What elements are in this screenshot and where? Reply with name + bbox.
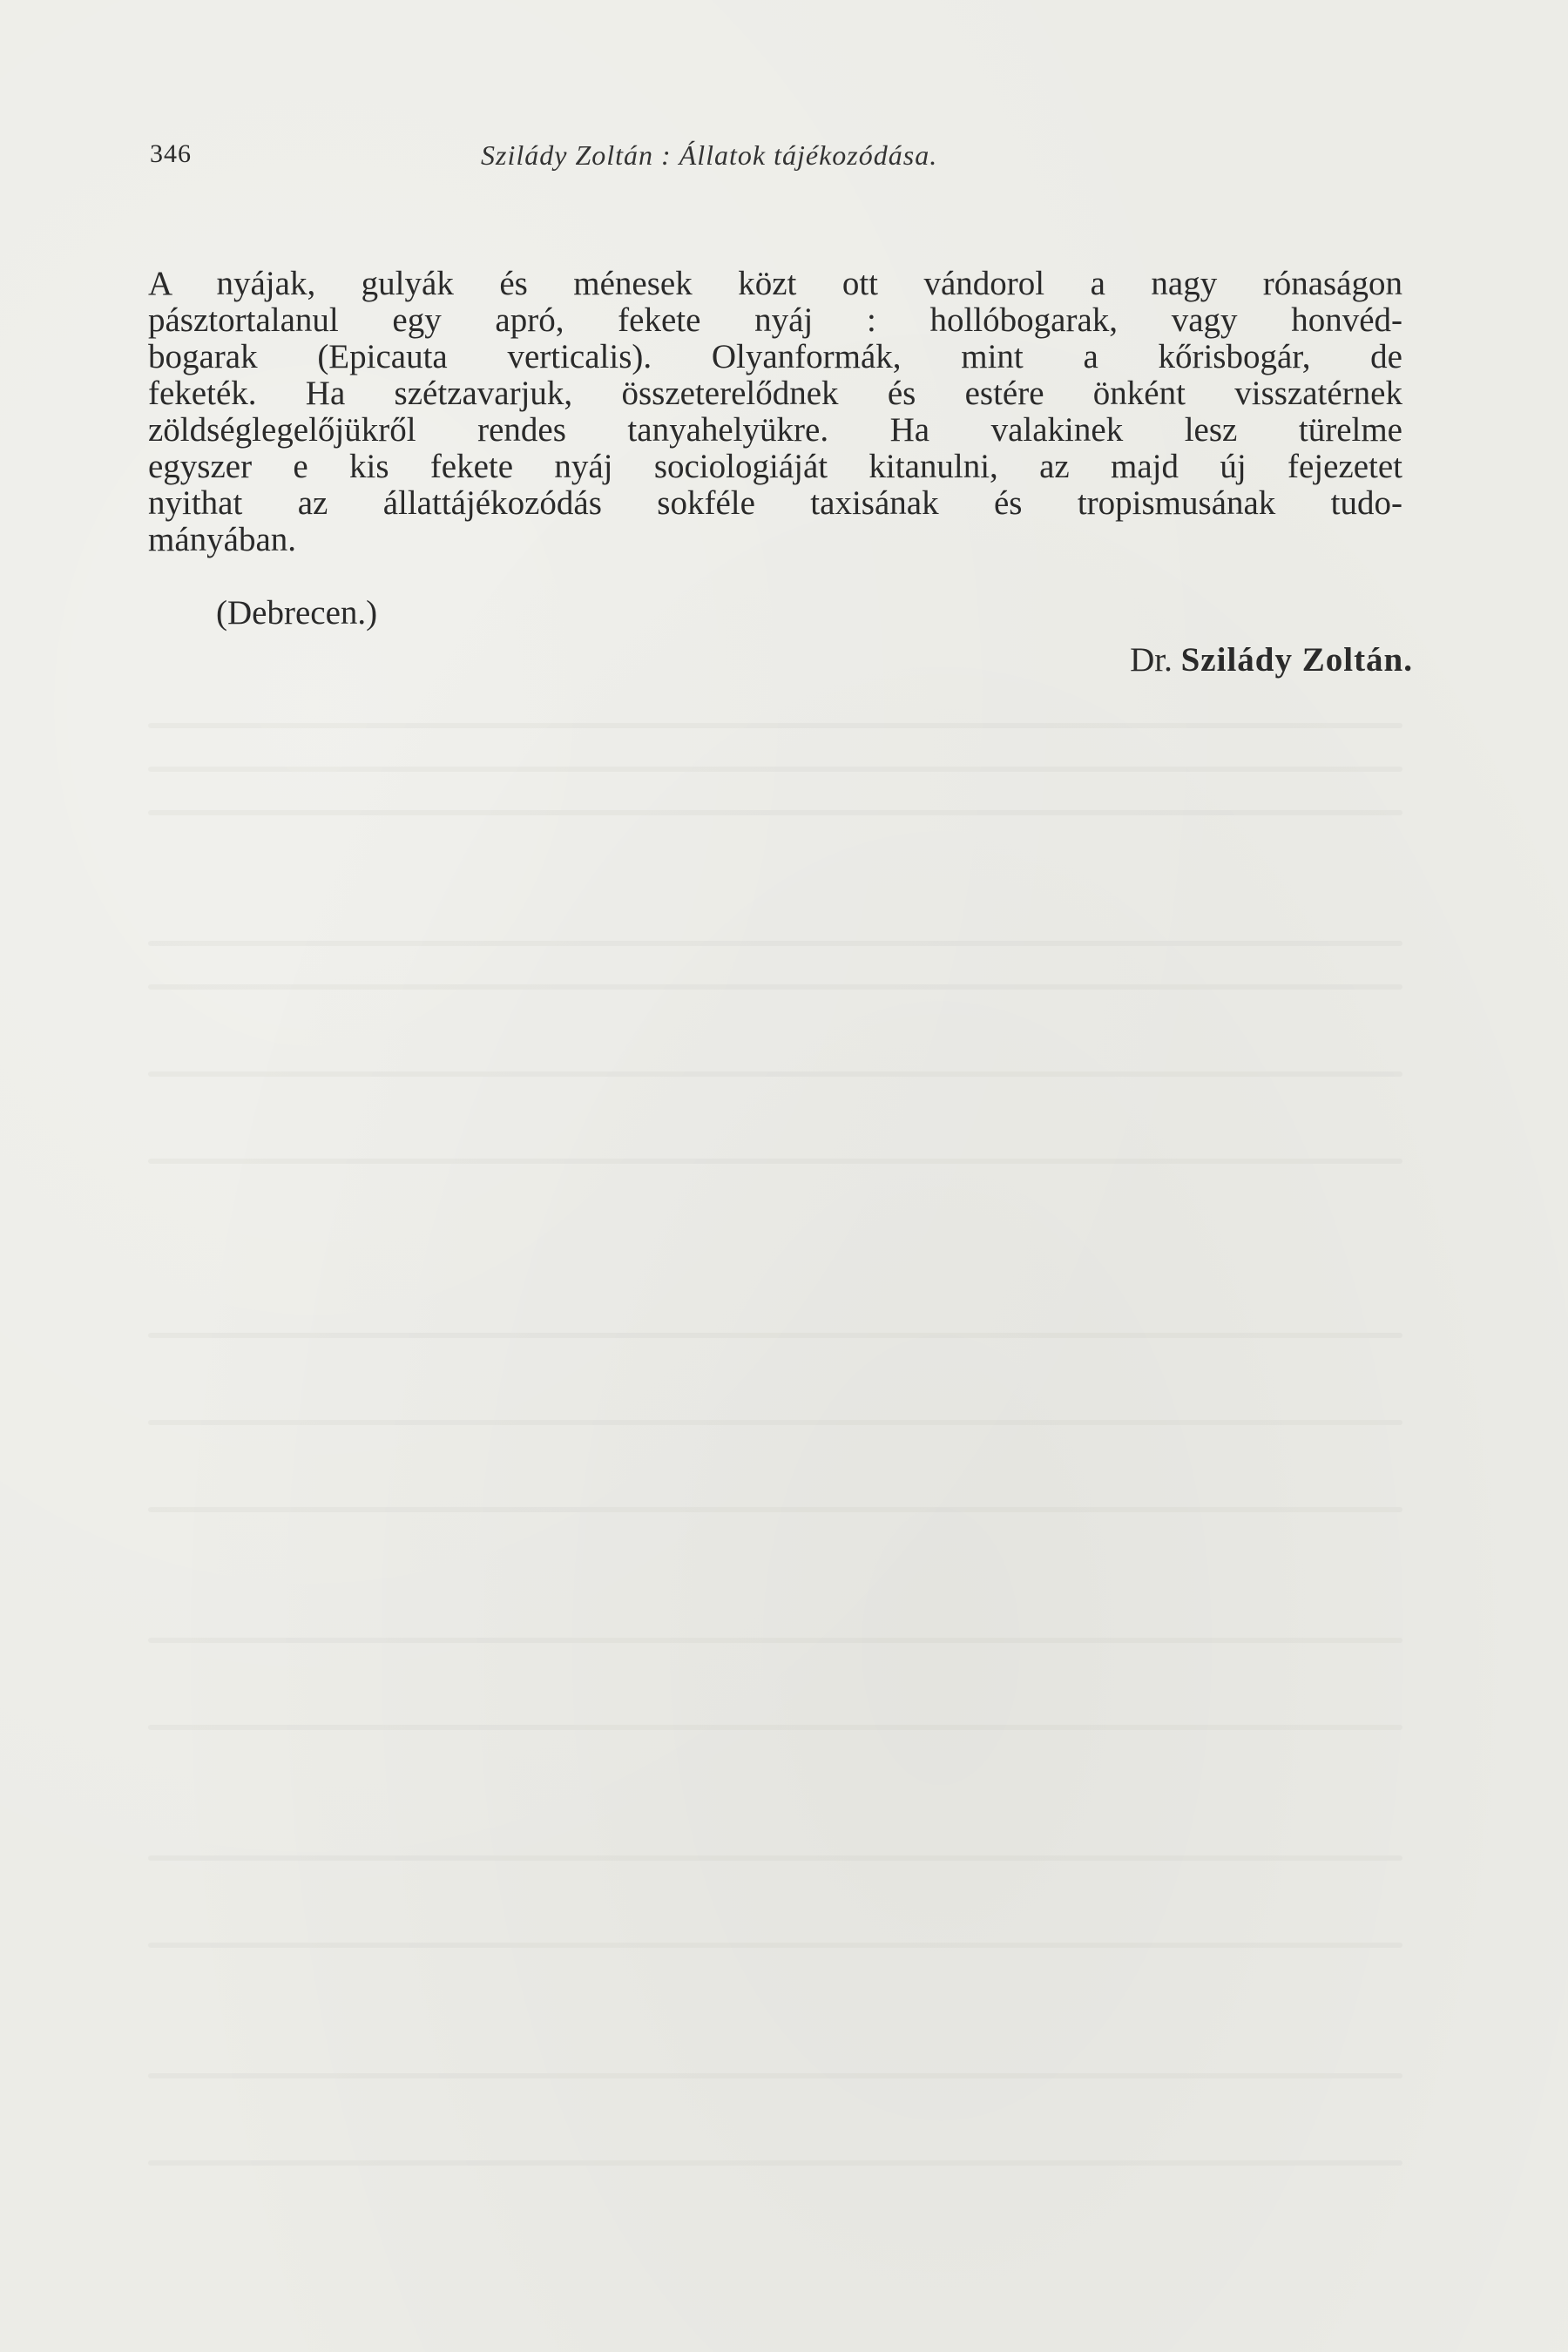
- body-line: pásztortalanul egy apró, fekete nyáj : hollóbogarak, vagy honvéd-: [148, 301, 1402, 339]
- body-line: nyithat az állattájékozódás sokféle taxisának és tropismusának tudo-: [148, 484, 1402, 522]
- show-through-line: [148, 810, 1402, 815]
- show-through-line: [148, 2160, 1402, 2166]
- body-line: egyszer e kis fekete nyáj sociologiáját kitanulni, az majd új fejezetet: [148, 448, 1402, 485]
- show-through-line: [148, 1638, 1402, 1643]
- body-line: A nyájak, gulyák és ménesek közt ott vándorol a nagy rónaságon: [148, 265, 1402, 302]
- body-line: zöldséglegelőjükről rendes tanyahelyükre. Ha valakinek lesz türelme: [148, 411, 1402, 449]
- show-through-line: [148, 984, 1402, 990]
- show-through-line: [148, 1943, 1402, 1948]
- place-note: (Debrecen.): [216, 594, 378, 632]
- show-through-line: [148, 1725, 1402, 1730]
- author-signature: [1130, 640, 1413, 679]
- body-paragraph: [148, 266, 1402, 558]
- page-number: 346: [150, 139, 192, 168]
- page-header: [150, 139, 1422, 174]
- running-head: Sziládу Zoltán : Állatok tájékozódása.: [481, 139, 938, 171]
- show-through-line: [148, 2073, 1402, 2078]
- signature-name: Szilády Zoltán.: [1180, 641, 1413, 679]
- show-through-line: [148, 1333, 1402, 1338]
- show-through-line: [148, 767, 1402, 772]
- show-through-line: [148, 1507, 1402, 1512]
- show-through-line: [148, 1855, 1402, 1861]
- show-through-line: [148, 941, 1402, 946]
- body-line: mányában.: [148, 521, 297, 558]
- body-line: feketék. Ha szétzavarjuk, összeterelődnek és estére önként visszatérnek: [148, 375, 1402, 412]
- signature-title: Dr.: [1130, 641, 1173, 679]
- body-line: bogarak (Epicauta verticalis). Olyanformák, mint a kőrisbogár, de: [148, 338, 1402, 375]
- show-through-line: [148, 723, 1402, 728]
- show-through-line: [148, 1159, 1402, 1164]
- show-through-line: [148, 1071, 1402, 1077]
- show-through-line: [148, 1420, 1402, 1425]
